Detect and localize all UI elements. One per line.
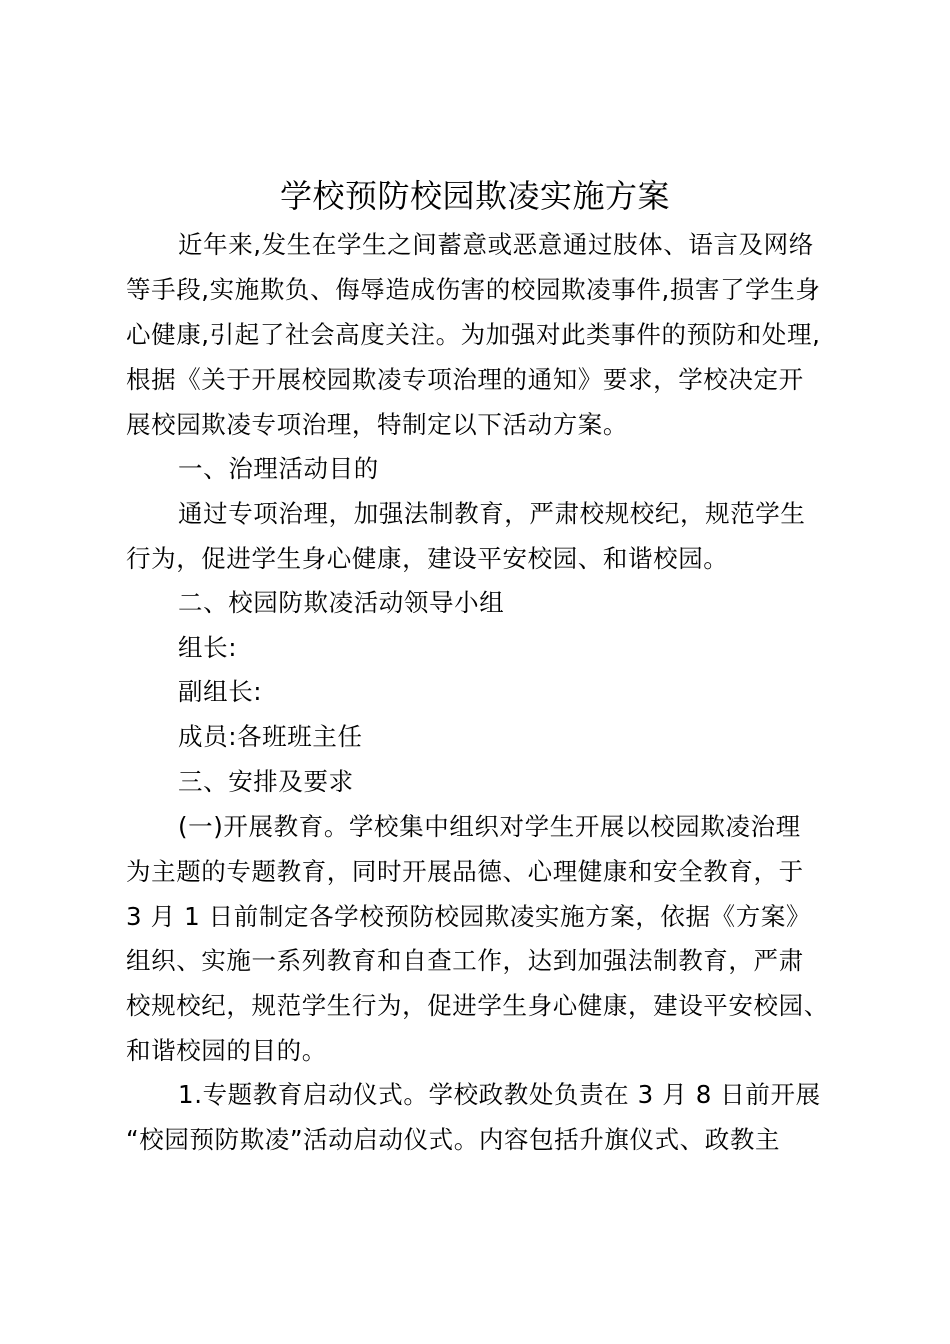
paragraph-line: 根据《关于开展校园欺凌专项治理的通知》要求，学校决定开 bbox=[126, 365, 804, 394]
paragraph-line: 和谐校园的目的。 bbox=[126, 1036, 327, 1065]
paragraph-line: “校园预防欺凌”活动启动仪式。内容包括升旗仪式、政教主 bbox=[126, 1125, 781, 1154]
paragraph-line: (一)开展教育。学校集中组织对学生开展以校园欺凌治理 bbox=[178, 812, 801, 841]
section-heading: 一、治理活动目的 bbox=[178, 454, 379, 483]
section-heading: 二、校园防欺凌活动领导小组 bbox=[178, 588, 505, 617]
paragraph-line: 展校园欺凌专项治理，特制定以下活动方案。 bbox=[126, 410, 628, 439]
paragraph-line: 等手段,实施欺负、侮辱造成伤害的校园欺凌事件,损害了学生身 bbox=[126, 275, 821, 304]
paragraph-line: 心健康,引起了社会高度关注。为加强对此类事件的预防和处理, bbox=[126, 320, 821, 349]
paragraph-line: 行为，促进学生身心健康，建设平安校园、和谐校园。 bbox=[126, 544, 729, 573]
document-title: 学校预防校园欺凌实施方案 bbox=[279, 177, 670, 215]
leader-field: 组长: bbox=[178, 633, 238, 662]
deputy-leader-field: 副组长: bbox=[178, 677, 263, 706]
paragraph-line: 组织、实施一系列教育和自查工作，达到加强法制教育，严肃 bbox=[126, 946, 804, 975]
paragraph-line: 近年来,发生在学生之间蓄意或恶意通过肢体、语言及网络 bbox=[178, 230, 814, 259]
paragraph-line: 校规校纪，规范学生行为，促进学生身心健康，建设平安校园、 bbox=[126, 991, 829, 1020]
members-field: 成员:各班班主任 bbox=[178, 722, 363, 751]
paragraph-line: 通过专项治理，加强法制教育，严肃校规校纪，规范学生 bbox=[178, 499, 806, 528]
section-heading: 三、安排及要求 bbox=[178, 767, 354, 796]
paragraph-line: 3 月 1 日前制定各学校预防校园欺凌实施方案，依据《方案》 bbox=[126, 902, 812, 931]
paragraph-line: 为主题的专题教育，同时开展品德、心理健康和安全教育，于 bbox=[126, 857, 804, 886]
paragraph-line: 1.专题教育启动仪式。学校政教处负责在 3 月 8 日前开展 bbox=[178, 1080, 821, 1109]
